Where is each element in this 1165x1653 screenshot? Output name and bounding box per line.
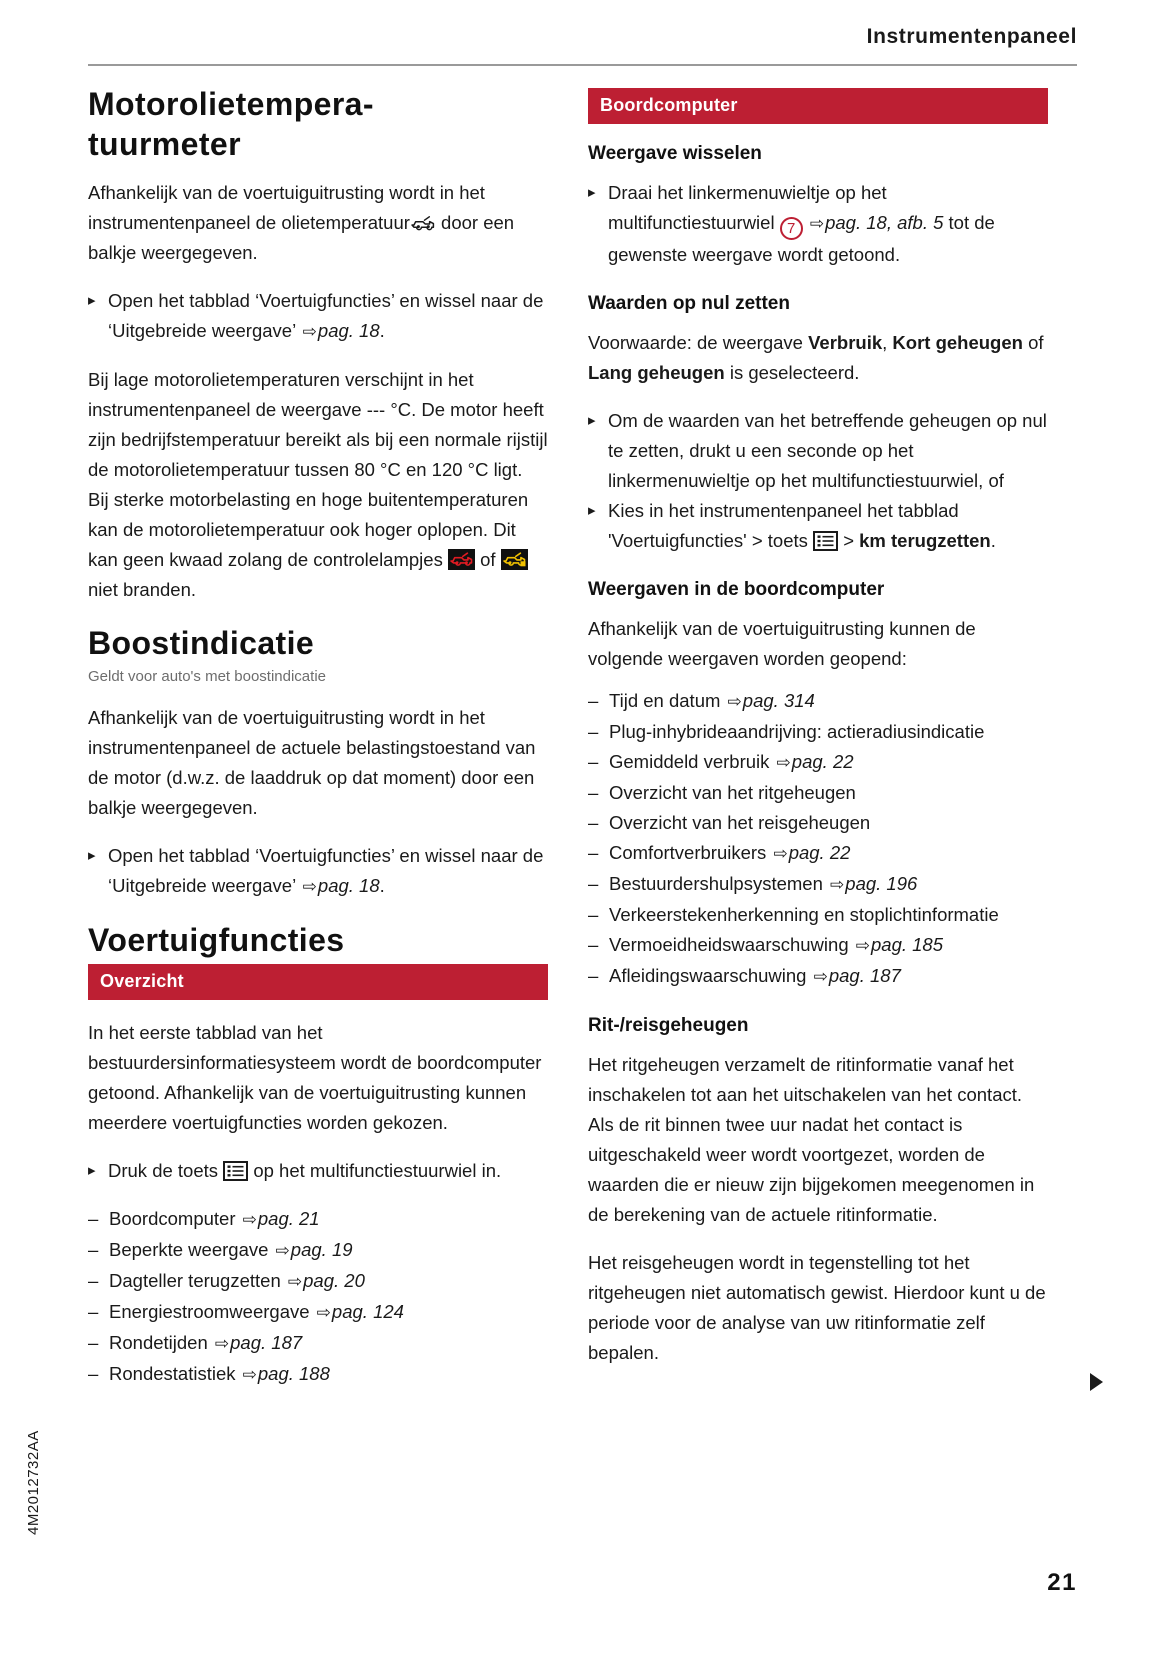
reference-page: pag. 18 [317,320,380,341]
reference-arrow-icon: ⇨ [214,1334,230,1353]
subsection-banner-onboard-computer: Boordcomputer [588,88,1048,124]
boost-indicator-steps-list [88,841,548,902]
subsection-banner-overview: Overzicht [88,964,548,1000]
reset-step-2-bold: km terugzetten [859,530,991,551]
reference-arrow-icon: ⇨ [776,753,791,772]
reset-text-c: of [1028,332,1044,353]
reference-arrow-icon: ⇨ [727,692,742,711]
reset-step-1-text: Om de waarden van het betreffende geheugen op nul te zetten, drukt u een seconde op het linkermenuwieltje op het multifunctiestuurwiel, of [608,410,1047,491]
switch-step-text-b: tot de gewenste weergave wordt getoond. [608,212,995,265]
reference-page: pag. 196 [845,873,918,894]
list-item [88,286,548,347]
display-label: Gemiddeld verbruik [609,751,770,772]
list-item [588,496,1048,556]
vehicle-functions-options-list [88,1204,548,1390]
option-label: Rondestatistiek [109,1363,236,1384]
boost-step-end: . [379,875,385,896]
list-item [588,808,1048,838]
right-column [588,84,1048,1386]
oil-temp-detail-text-a: Bij lage motorolietemperaturen verschijnt in het instrumentenpaneel de weergave --- °C. De motor heeft zijn bedrijfstemperatuur bereikt als bij een normale rijstijl de motorolietemperatuur tussen 80 °C en 120 °C ligt. Bij sterke motorbelasting en hoge buitentemperaturen kan de motorolietemperatuur ook hoger oplopen. Dit kan geen kwaad zolang de controlelampjes [88,369,548,570]
page-reference[interactable] [808,212,944,233]
reset-text-b: , [882,332,888,353]
list-item [588,869,1048,900]
page-reference[interactable] [726,690,815,711]
reset-step-2-end: . [990,530,996,551]
reset-step-2-text-b: > [843,530,854,551]
list-item [588,778,1048,808]
page-reference[interactable] [274,1239,353,1260]
reset-bold-verbruik: Verbruik [808,332,883,353]
reference-page: pag. 20 [303,1270,365,1291]
list-item [588,900,1048,930]
vehicle-functions-steps-list [88,1156,548,1186]
reference-page: pag. 22 [788,842,851,863]
page-header [88,24,1077,72]
oil-temp-detail-text-c: niet branden. [88,579,197,600]
reference-page: pag. 185 [871,934,944,955]
reference-arrow-icon: ⇨ [302,322,317,341]
boost-step-text: Open het tabblad ‘Voertuigfuncties’ en wissel naar de ‘Uitgebreide weergave’ [108,845,544,896]
section-title-boost-indicator: Boostindicatie [88,625,315,661]
list-item [588,717,1048,747]
reset-text-d: is geselecteerd. [729,362,860,383]
reset-text-a: Voorwaarde: de weergave [588,332,803,353]
trip-memory-paragraph-2: Het reisgeheugen wordt in tegenstelling tot het ritgeheugen niet automatisch gewist. Hierdoor kunt u de periode voor de analyse van uw ritinformatie zelf bepalen. [588,1252,1046,1363]
subheading-displays-in-onboard-computer: Weergaven in de boordcomputer [588,579,885,600]
switch-display-steps-list [588,178,1048,270]
option-label: Rondetijden [109,1332,208,1353]
subheading-reset-values: Waarden op nul zetten [588,293,790,314]
left-column [88,84,548,1408]
trip-memory-paragraph-1: Het ritgeheugen verzamelt de ritinformatie vanaf het inschakelen tot aan het uitschakelen van het contact. Als de rit binnen twee uur nadat het contact is uitgeschakeld weer wordt voortgezet, worden de waarden die er nieuw zijn bijgekomen meegenomen in de berekening van de actuele ritinformatie. [588,1054,1035,1225]
header-title: Instrumentenpaneel [866,25,1077,48]
reference-arrow-icon: ⇨ [242,1365,257,1384]
page-reference[interactable] [771,842,850,863]
menu-list-button-icon [223,1161,248,1181]
menu-list-button-icon [813,531,838,551]
display-label: Overzicht van het reisgeheugen [609,812,871,833]
page-reference[interactable] [775,751,854,772]
list-item [88,1359,548,1390]
display-label: Bestuurdershulpsystemen [609,873,823,894]
onboard-computer-displays-list [588,686,1048,992]
reference-arrow-icon: ⇨ [830,875,845,894]
reference-page: pag. 18, afb. 5 [825,212,944,233]
oil-temp-intro-paragraph [88,178,548,268]
callout-number-7: 7 [780,217,803,240]
display-label: Afleidingswaarschuwing [609,965,807,986]
list-item [588,406,1048,496]
list-item [588,747,1048,778]
option-label: Beperkte weergave [109,1239,269,1260]
reference-page: pag. 188 [257,1363,330,1384]
list-item [88,1266,548,1297]
reference-page: pag. 187 [828,965,901,986]
displays-intro-paragraph: Afhankelijk van de voertuiguitrusting kunnen de volgende weergaven worden geopend: [588,618,976,669]
option-label: Energiestroomweergave [109,1301,310,1322]
oil-temp-steps-list [88,286,548,347]
vf-step-text-a: Druk de toets [108,1160,219,1181]
subheading-switch-display: Weergave wisselen [588,143,762,164]
subheading-trip-memory: Rit-/reisgeheugen [588,1015,749,1036]
boost-indicator-applicability-note: Geldt voor auto's met boostindicatie [88,668,326,685]
oil-temp-step-end: . [379,320,385,341]
section-title-oil-temperature-gauge: Motorolietempera- tuurmeter [88,86,374,162]
switch-step-text-a: Draai het linkermenuwieltje op het multifunctiestuurwiel [608,182,887,233]
option-label: Boordcomputer [109,1208,236,1229]
reference-arrow-icon: ⇨ [316,1303,331,1322]
list-item [588,961,1048,992]
reset-bold-kort-geheugen: Kort geheugen [892,332,1023,353]
page-number: 21 [1047,1569,1077,1596]
list-item [588,930,1048,961]
oil-can-icon [410,214,436,232]
reset-bold-lang-geheugen: Lang geheugen [588,362,725,383]
list-item [88,1297,548,1328]
reference-page: pag. 21 [257,1208,320,1229]
reference-page: pag. 19 [290,1239,353,1260]
oil-pressure-warning-lamp-red-icon [448,549,475,570]
list-item [88,1328,548,1359]
list-item [88,1156,548,1186]
reference-page: pag. 18 [317,875,380,896]
header-divider [88,64,1077,66]
oil-temp-step-text: Open het tabblad ‘Voertuigfuncties’ en wissel naar de ‘Uitgebreide weergave’ [108,290,544,341]
reference-page: pag. 314 [742,690,815,711]
reset-steps-list [588,406,1048,556]
page-reference[interactable] [315,1301,404,1322]
list-item [588,686,1048,717]
reference-arrow-icon: ⇨ [809,214,825,233]
section-title-vehicle-functions: Voertuigfuncties [88,922,345,958]
reference-page: pag. 187 [230,1332,303,1353]
list-item [588,178,1048,270]
list-item [88,841,548,902]
boost-indicator-paragraph: Afhankelijk van de voertuiguitrusting wordt in het instrumentenpaneel de actuele belastingstoestand van de motor (d.w.z. de laaddruk op dat moment) door een balkje weergegeven. [88,707,536,818]
oil-temp-intro-text-a: Afhankelijk van de voertuiguitrusting wordt in het instrumentenpaneel de olietemperatuur [88,182,485,233]
vf-step-text-b: op het multifunctiestuurwiel in. [253,1160,502,1181]
oil-level-warning-lamp-yellow-icon [501,549,528,570]
oil-temp-detail-text-b: of [480,549,496,570]
reference-arrow-icon: ⇨ [287,1272,303,1291]
continuation-triangle-icon [1090,1373,1103,1391]
display-label: Plug-inhybrideaandrijving: actieradiusindicatie [609,721,985,742]
display-label: Overzicht van het ritgeheugen [609,782,856,803]
reference-arrow-icon: ⇨ [302,877,317,896]
list-item [588,838,1048,869]
display-label: Verkeerstekenherkenning en stoplichtinformatie [609,904,999,925]
oil-temp-intro-text-b: door een balkje weergegeven. [88,212,515,263]
display-label: Tijd en datum [609,690,721,711]
page-reference[interactable] [828,873,917,894]
oil-temp-detail-paragraph [88,365,548,605]
display-label: Comfortverbruikers [609,842,767,863]
reset-precondition-paragraph [588,328,1048,388]
reference-arrow-icon: ⇨ [773,844,788,863]
page-reference[interactable] [241,1208,320,1229]
document-code: 4M2012732AA [25,1430,42,1535]
page-reference[interactable] [812,965,901,986]
page-reference[interactable] [241,1363,330,1384]
page-reference[interactable] [286,1270,365,1291]
option-label: Dagteller terugzetten [109,1270,281,1291]
page-reference[interactable] [301,320,380,341]
list-item [88,1204,548,1235]
reference-arrow-icon: ⇨ [855,936,870,955]
reference-arrow-icon: ⇨ [242,1210,257,1229]
vehicle-functions-paragraph: In het eerste tabblad van het bestuurdersinformatiesysteem wordt de boordcomputer getoond. Afhankelijk van de voertuiguitrusting kunnen meerdere voertuigfuncties worden gekozen. [88,1022,542,1133]
list-item [88,1235,548,1266]
reset-step-2-text-a: Kies in het instrumentenpaneel het tabblad 'Voertuigfuncties' > toets [608,500,959,551]
reference-arrow-icon: ⇨ [813,967,828,986]
display-label: Vermoeidheidswaarschuwing [609,934,849,955]
reference-page: pag. 22 [791,751,854,772]
reference-arrow-icon: ⇨ [275,1241,290,1260]
page-reference[interactable] [213,1332,302,1353]
page-reference[interactable] [301,875,380,896]
reference-page: pag. 124 [331,1301,404,1322]
page-reference[interactable] [854,934,943,955]
